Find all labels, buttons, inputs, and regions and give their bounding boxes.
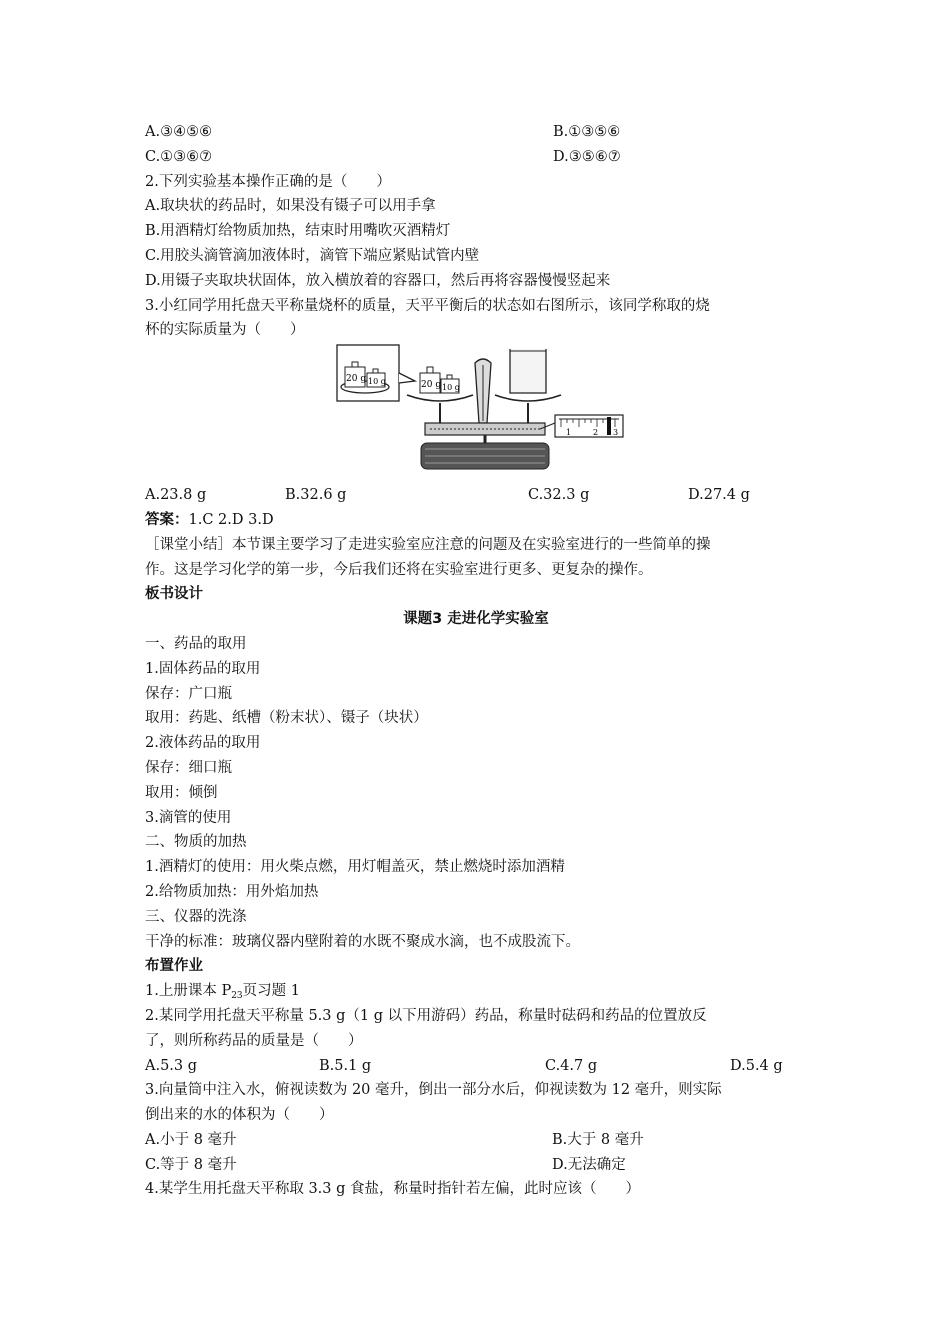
- q2-option-c: C.用胶头滴管滴加液体时，滴管下端应紧贴试管内壁: [145, 247, 480, 264]
- board-line: 三、仪器的洗涤: [145, 908, 247, 925]
- summary-line1: ［课堂小结］本节课主要学习了走进实验室应注意的问题及在实验室进行的一些简单的操: [145, 536, 711, 553]
- board-line: 一、药品的取用: [145, 635, 247, 652]
- answer-text: 1.C 2.D 3.D: [188, 511, 274, 528]
- q3-option-c: C.32.3 g: [528, 487, 590, 504]
- callout-weight-20: 20 g: [346, 374, 367, 385]
- q3-stem-line2: 杯的实际质量为（ ）: [145, 322, 305, 339]
- homework-item1-pre: 1.上册课本 P: [145, 983, 232, 1000]
- board-line: 保存：细口瓶: [145, 759, 232, 776]
- answer-line: [145, 508, 807, 533]
- q2-stem: 2.下列实验基本操作正确的是（ ）: [145, 173, 391, 190]
- q1-option-c: C.①③⑥⑦: [145, 148, 213, 165]
- homework-q3-option-d: D.无法确定: [552, 1156, 626, 1173]
- board-line: 1.固体药品的取用: [145, 660, 261, 677]
- board-line: 2.给物质加热：用外焰加热: [145, 883, 319, 900]
- q3-option-d: D.27.4 g: [688, 487, 750, 504]
- q1-option-d: D.③⑤⑥⑦: [553, 148, 621, 165]
- homework-item1: [145, 979, 807, 1004]
- homework-q2-option-d: D.5.4 g: [730, 1057, 783, 1074]
- homework-q2-line2: 了，则所称药品的质量是（ ）: [145, 1032, 363, 1049]
- callout-weight-10: 10 g: [368, 377, 386, 387]
- homework-item1-post: 页习题 1: [242, 983, 300, 1000]
- q1-option-a: A.③④⑤⑥: [145, 124, 213, 140]
- board-line: 干净的标准：玻璃仪器内壁附着的水既不聚成水滴，也不成股流下。: [145, 933, 580, 950]
- q1-options-row2: [145, 145, 807, 170]
- homework-q2-line1: 2.某同学用托盘天平称量 5.3 g（1 g 以下用游码）药品，称量时砝码和药品的位置放反: [145, 1007, 707, 1024]
- homework-q3-line1: 3.向量筒中注入水，俯视读数为 20 毫升，倒出一部分水后，仰视读数为 12 毫升，则实际: [145, 1082, 722, 1099]
- q2-option-b: B.用酒精灯给物质加热，结束时用嘴吹灭酒精灯: [145, 223, 451, 240]
- answer-label: 答案：: [145, 511, 189, 528]
- board-line: 取用：药匙、纸槽（粉末状）、镊子（块状）: [145, 710, 428, 727]
- balance-figure: [145, 343, 807, 483]
- board-line: 2.液体药品的取用: [145, 735, 261, 752]
- q3-options: [145, 483, 807, 508]
- homework-q3-line2: 倒出来的水的体积为（ ）: [145, 1107, 334, 1124]
- homework-heading: 布置作业: [145, 958, 203, 975]
- board-line: 取用：倾倒: [145, 784, 218, 801]
- board-line: 保存：广口瓶: [145, 685, 232, 702]
- q3-option-a: A.23.8 g: [145, 487, 207, 504]
- homework-q2-option-c: C.4.7 g: [545, 1057, 598, 1074]
- q3-stem-line1: 3.小红同学用托盘天平称量烧杯的质量，天平平衡后的状态如右图所示，该同学称取的烧: [145, 297, 710, 314]
- balance-illustration: [335, 343, 625, 478]
- homework-q2-options: [145, 1054, 807, 1079]
- homework-q3-option-a: A.小于 8 毫升: [145, 1131, 237, 1148]
- pan-weight-10: 10 g: [442, 383, 460, 393]
- homework-q2-option-b: B.5.1 g: [319, 1057, 372, 1074]
- pan-weight-20: 20 g: [421, 380, 442, 391]
- q3-option-b: B.32.6 g: [285, 487, 347, 504]
- homework-q2-option-a: A.5.3 g: [145, 1057, 198, 1074]
- document-page: [145, 120, 807, 1202]
- board-line: 3.滴管的使用: [145, 809, 232, 826]
- homework-q3-option-b: B.大于 8 毫升: [552, 1131, 644, 1148]
- homework-q3-options-row1: [145, 1128, 807, 1153]
- board-line: 1.酒精灯的使用：用火柴点燃，用灯帽盖灭，禁止燃烧时添加酒精: [145, 859, 565, 876]
- q2-option-d: D.用镊子夹取块状固体，放入横放着的容器口，然后再将容器慢慢竖起来: [145, 272, 611, 289]
- scale-mark-2: 2: [593, 428, 599, 438]
- scale-mark-3: 3: [613, 428, 619, 438]
- summary-line2: 作。这是学习化学的第一步，今后我们还将在实验室进行更多、更复杂的操作。: [145, 561, 653, 578]
- scale-mark-1: 1: [566, 428, 572, 438]
- board-line: 二、物质的加热: [145, 834, 247, 851]
- q1-option-b: B.①③⑤⑥: [553, 124, 621, 140]
- q1-options-row1: [145, 120, 807, 145]
- homework-q4: 4.某学生用托盘天平称取 3.3 g 食盐，称量时指针若左偏，此时应该（ ）: [145, 1181, 641, 1198]
- homework-q3-option-c: C.等于 8 毫升: [145, 1156, 237, 1173]
- q2-option-a: A.取块状的药品时，如果没有镊子可以用手拿: [145, 198, 436, 215]
- board-heading: 板书设计: [145, 586, 203, 603]
- homework-item1-sub: 23: [231, 991, 243, 1002]
- board-title: 课题3 走进化学实验室: [403, 611, 549, 628]
- homework-q3-options-row2: [145, 1153, 807, 1178]
